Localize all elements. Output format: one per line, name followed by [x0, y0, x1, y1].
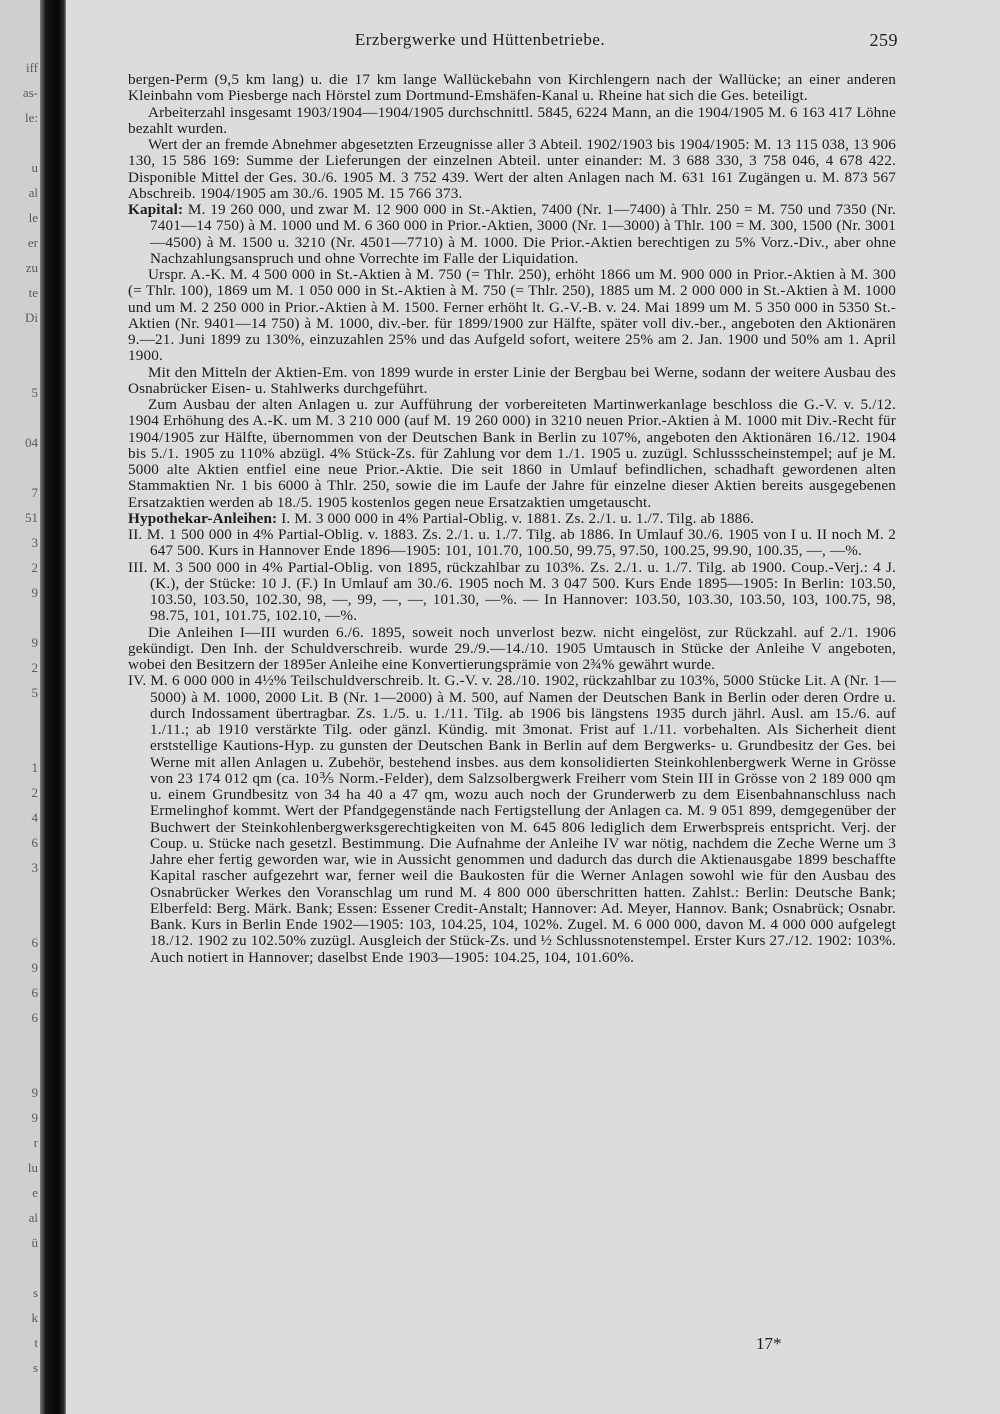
book-gutter	[40, 0, 66, 1414]
paragraph	[128, 267, 896, 365]
previous-page-fragment: lu	[27, 1160, 38, 1175]
previous-page-fragment: 7	[31, 485, 38, 500]
paragraph-text: I. M. 3 000 000 in 4% Partial-Oblig. v. 1881. Zs. 2./1. u. 1./7. Tilg. ab 1886.	[277, 509, 755, 527]
previous-page-fragment: k	[31, 1310, 38, 1325]
paragraph	[128, 105, 896, 138]
paragraph-text: Zum Ausbau der alten Anlagen u. zur Aufführung der vorbereiteten Martinwerkanlage beschloss die G.-V. v. 5./12. 1904 Erhöhung des A.-K. um M. 3 210 000 (auf M. 19 260 000) in 3210 neuen Prior.-Aktien à M. 1000 mit Div.-Recht für 1904/1905 zur Hälfte, übernommen von der Deutschen Bank in Berlin zu 107%, angeboten den Aktionären 16./12. 1904 bis 5./1. 1905 zu 110% abzügl. 4% Stück-Zs. für Zahlung vor dem 1./1. 1905 u. zuzügl. Schlussscheinstempel; auf je M. 5000 alte Aktien entfiel eine neue Prior.-Aktie. Die seit 1860 in Umlauf befindlichen, schadhaft gewordenen alten Stammaktien Nr. 1 bis 6000 à Thlr. 250, sowie die im Laufe der Jahre für einzelne dieser Aktien bereits ausgegebenen Ersatzaktien werden ab 18./5. 1905 kostenlos gegen neue Ersatzaktien umgetauscht.	[128, 396, 896, 511]
paragraph-text: Urspr. A.-K. M. 4 500 000 in St.-Aktien à M. 750 (= Thlr. 250), erhöht 1866 um M. 900 000 in Prior.-Aktien à M. 300 (= Thlr. 100), 1869 um M. 1 050 000 in St.-Aktien à M. 750 (= Thlr. 250), 1885 um M. 2 000 000 in St.-Aktien à M. 1000 und um M. 2 250 000 in Prior.-Aktien à M. 1500. Ferner erhöht lt. G.-V.-B. v. 24. Mai 1899 um M. 5 350 000 in 5350 St.-Aktien (Nr. 9401—14 750) à M. 1000, div.-ber. für 1899/1900 zur Hälfte, später voll div.-ber., angeboten den Aktionären 9.—21. Juni 1899 zu 130%, einzuzahlen 25% und das Aufgeld sofort, weitere 25% am 2. Jan. 1900 und 50% am 1. April 1900.	[128, 266, 896, 365]
paragraph-text: Arbeiterzahl insgesamt 1903/1904—1904/1905 durchschnittl. 5845, 6224 Mann, an die 1904/1905 M. 6 163 417 Löhne bezahlt wurden.	[128, 103, 896, 137]
paragraph	[128, 527, 896, 560]
previous-page-fragment: r	[33, 1135, 38, 1150]
previous-page-fragment: 9	[31, 585, 38, 600]
previous-page-fragment: 2	[31, 660, 38, 675]
paragraph	[128, 625, 896, 674]
paragraph-text: III. M. 3 500 000 in 4% Partial-Oblig. von 1895, rückzahlbar zu 103%. Zs. 2./1. u. 1./7. Tilg. ab 1900. Coup.-Verj.: 4 J. (K.), der Stücke: 10 J. (F.) In Umlauf am 30./6. 1905 noch M. 3 047 500. Kurs Ende 1895—1905: In Berlin: 103.50, 103.50, 103.50, 102.30, 98, —, 99, —, —, 101.30, —%. — In Hannover: 103.50, 103.30, 103.50, 103, 100.75, 98, 98.75, 101, 101.75, 102.10, —%.	[128, 558, 896, 625]
paragraph-text: Die Anleihen I—III wurden 6./6. 1895, soweit noch unverlost bezw. nicht eingelöst, zur Rückzahl. auf 2./1. 1906 gekündigt. Den Inh. der Schuldverschreib. wurde 29./9.—14./10. 1905 Umtausch in Stücke der Anleihe V angeboten, wobei den Besitzern der 1895er Anleihe eine Konvertierungsprämie von 2¾% gewährt wurde.	[128, 623, 896, 673]
section-heading: Kapital:	[128, 201, 184, 218]
section-heading: Hypothekar-Anleihen:	[128, 509, 278, 527]
previous-page-fragment: s	[32, 1285, 38, 1300]
paragraph	[128, 72, 896, 105]
signature-mark: 17*	[756, 1334, 782, 1353]
previous-page-fragment: er	[27, 235, 38, 250]
previous-page-fragment: 5	[31, 685, 38, 700]
previous-page-fragment: 51	[25, 510, 38, 525]
running-title: Erzbergwerke und Hüttenbetriebe.	[354, 30, 606, 49]
previous-page-fragment: 6	[31, 835, 38, 850]
previous-page-fragment: te	[28, 285, 38, 300]
previous-page-fragment: 3	[31, 860, 38, 875]
paragraph-text: Wert der an fremde Abnehmer abgesetzten Erzeugnisse aller 3 Abteil. 1902/1903 bis 1904/1905: M. 13 115 038, 13 906 130, 15 586 169: Summe der Lieferungen der einzelnen Abteil. unter einander: M. 3 688 330, 3 758 046, 4 678 422. Disponible Mittel der Ges. 30./6. 1905 M. 3 752 439. Wert der alten Anlagen nach M. 631 161 Zugängen u. M. 873 567 Abschreib. 1904/1905 am 30./6. 1905 M. 15 766 373.	[128, 136, 896, 202]
paragraph	[128, 137, 896, 202]
previous-page-fragment: 1	[31, 760, 38, 775]
previous-page-fragment: 6	[31, 1010, 38, 1025]
previous-page-fragment: 9	[31, 960, 38, 975]
paragraph-text: bergen-Perm (9,5 km lang) u. die 17 km lange Wallückebahn von Kirchlengern nach der Wallücke; an einer anderen Kleinbahn vom Piesberge nach Hörstel zum Dortmund-Emshäfen-Kanal u. Rheine hat sich die Ges. beteiligt.	[128, 71, 896, 105]
previous-page-margin	[0, 0, 40, 1414]
previous-page-fragment: le	[28, 210, 38, 225]
previous-page-fragment: 3	[31, 535, 38, 550]
previous-page-fragment: 04	[25, 435, 38, 450]
paragraph-text: II. M. 1 500 000 in 4% Partial-Oblig. v. 1883. Zs. 2./1. u. 1./7. Tilg. ab 1886. In Umlauf 30./6. 1905 von I u. II noch M. 2 647 500. Kurs in Hannover Ende 1896—1905: 101, 101.70, 100.50, 99.75, 97.50, 100.25, 99.90, 100.35, —, —%.	[128, 526, 896, 560]
previous-page-fragment: 4	[31, 810, 38, 825]
page-number: 259	[869, 30, 898, 50]
paragraph-text: M. 19 260 000, und zwar M. 12 900 000 in St.-Aktien, 7400 (Nr. 1—7400) à Thlr. 250 = M. 750 und 7350 (Nr. 7401—14 750) à M. 1000 und M. 6 360 000 in Prior.-Aktien, 3000 (Nr. 1—3000) à Thlr. 100 = M. 300, 1500 (Nr. 3001—4500) à M. 1500 u. 3210 (Nr. 4501—7710) à M. 1000. Die Prior.-Aktien berechtigen zu 5% Vorz.-Div., aber ohne Nachzahlungsanspruch und ohne Vorrechte im Falle der Liquidation.	[150, 201, 896, 267]
previous-page-fragment: 2	[31, 785, 38, 800]
previous-page-fragment: 9	[31, 1110, 38, 1125]
previous-page-fragment: ü	[31, 1235, 38, 1250]
previous-page-fragment: s	[32, 1360, 38, 1375]
body-text	[128, 72, 896, 966]
previous-page-fragment: e	[32, 1185, 38, 1200]
previous-page-fragment: 9	[31, 1085, 38, 1100]
previous-page-fragment: Di	[25, 310, 38, 325]
paragraph	[128, 673, 896, 966]
previous-page-fragment: t	[34, 1335, 38, 1350]
previous-page-fragment: 5	[31, 385, 38, 400]
paragraph-text: Mit den Mitteln der Aktien-Em. von 1899 wurde in erster Linie der Bergbau bei Werne, sodann der weitere Ausbau des Osnabrücker Eisen- u. Stahlwerks durchgeführt.	[128, 363, 896, 397]
previous-page-fragment: le:	[25, 110, 38, 125]
paragraph	[128, 365, 896, 398]
paragraph	[128, 202, 896, 267]
paragraph	[128, 397, 896, 511]
paragraph-text: IV. M. 6 000 000 in 4½% Teilschuldverschreib. lt. G.-V. v. 28./10. 1902, rückzahlbar zu 103%, 5000 Stücke Lit. A (Nr. 1—5000) à M. 1000, 2000 Lit. B (Nr. 1—2000) à M. 500, auf Namen der Deutschen Bank in Berlin oder deren Ordre u. durch Indossament übertragbar. Zs. 1./5. u. 1./11. Tilg. ab 1906 bis längstens 1935 durch jährl. Ausl. am 15./6. auf 1./11.; ab 1910 verstärkte Tilg. oder gänzl. Kündig. mit 3monat. Frist auf 1./11. vorbehalten. Als Sicherheit dient erststellige Kautions-Hyp. zu gunsten der Deutschen Bank in Berlin auf dem Bergwerks- u. Grundbesitz der Ges. bei Werne mit allen Anlagen u. Zubehör, bestehend insbes. aus dem konsolidierten Steinkohlenbergwerk Werne in Grösse von 23 174 012 qm (ca. 10⅗ Norm.-Felder), dem Salzsolbergwerk Freiherr vom Stein III in Grösse von 2 189 000 qm u. einem Grundbesitz von 34 ha 40 a 47 qm, wozu auch noch der Grunderwerb zu dem Eisenbahnanschluss nach Ermelinghof kommt. Wert der Pfandgegenstände nach Fertigstellung der Anlagen ca. M. 9 051 899, demgegenüber der Buchwert der Steinkohlenbergwerksgerechtigkeiten von M. 645 806 lediglich dem Erwerbspreis entspricht. Verj. der Coup. u. Stücke nach gesetzl. Bestimmung. Die Aufnahme der Anleihe IV war nötig, nachdem die Zeche Werne um 3 Jahre eher fertig geworden war, wie in Aussicht genommen und dadurch das durch die Aktienausgabe 1899 beschaffte Kapital rascher aufgezehrt war, ferner weil die Baukosten für die Werner Anlagen sowohl wie für den Ausbau des Osnabrücker Werkes den Voranschlag um rund M. 4 800 000 überschritten hatten. Zahlst.: Berlin: Deutsche Bank; Elberfeld: Berg. Märk. Bank; Essen: Essener Credit-Anstalt; Hannover: Ad. Meyer, Hannov. Bank; Osnabrück; Osnabr. Bank. Kurs in Berlin Ende 1902—1905: 103, 104.25, 104, 102%. Zugel. M. 6 000 000, davon M. 4 000 000 aufgelegt 18./12. 1902 zu 102.50% zuzügl. Ausgleich der Stück-Zs. und ½ Schlussnotenstempel. Erster Kurs 27./12. 1902: 103%. Auch notiert in Hannover; daselbst Ende 1903—1905: 104.25, 104, 101.60%.	[128, 672, 896, 966]
previous-page-fragment: iff	[25, 60, 38, 75]
paragraph	[128, 560, 896, 625]
paragraph	[128, 511, 896, 527]
previous-page-fragment: al	[28, 185, 38, 200]
previous-page-fragment: as-	[22, 85, 38, 100]
running-head	[130, 30, 910, 52]
previous-page-fragment: 6	[31, 935, 38, 950]
previous-page-fragment: 9	[31, 635, 38, 650]
previous-page-fragment: u	[31, 160, 38, 175]
previous-page-fragment: 6	[31, 985, 38, 1000]
previous-page-fragment: zu	[25, 260, 38, 275]
previous-page-fragment: 2	[31, 560, 38, 575]
previous-page-fragment: al	[28, 1210, 38, 1225]
